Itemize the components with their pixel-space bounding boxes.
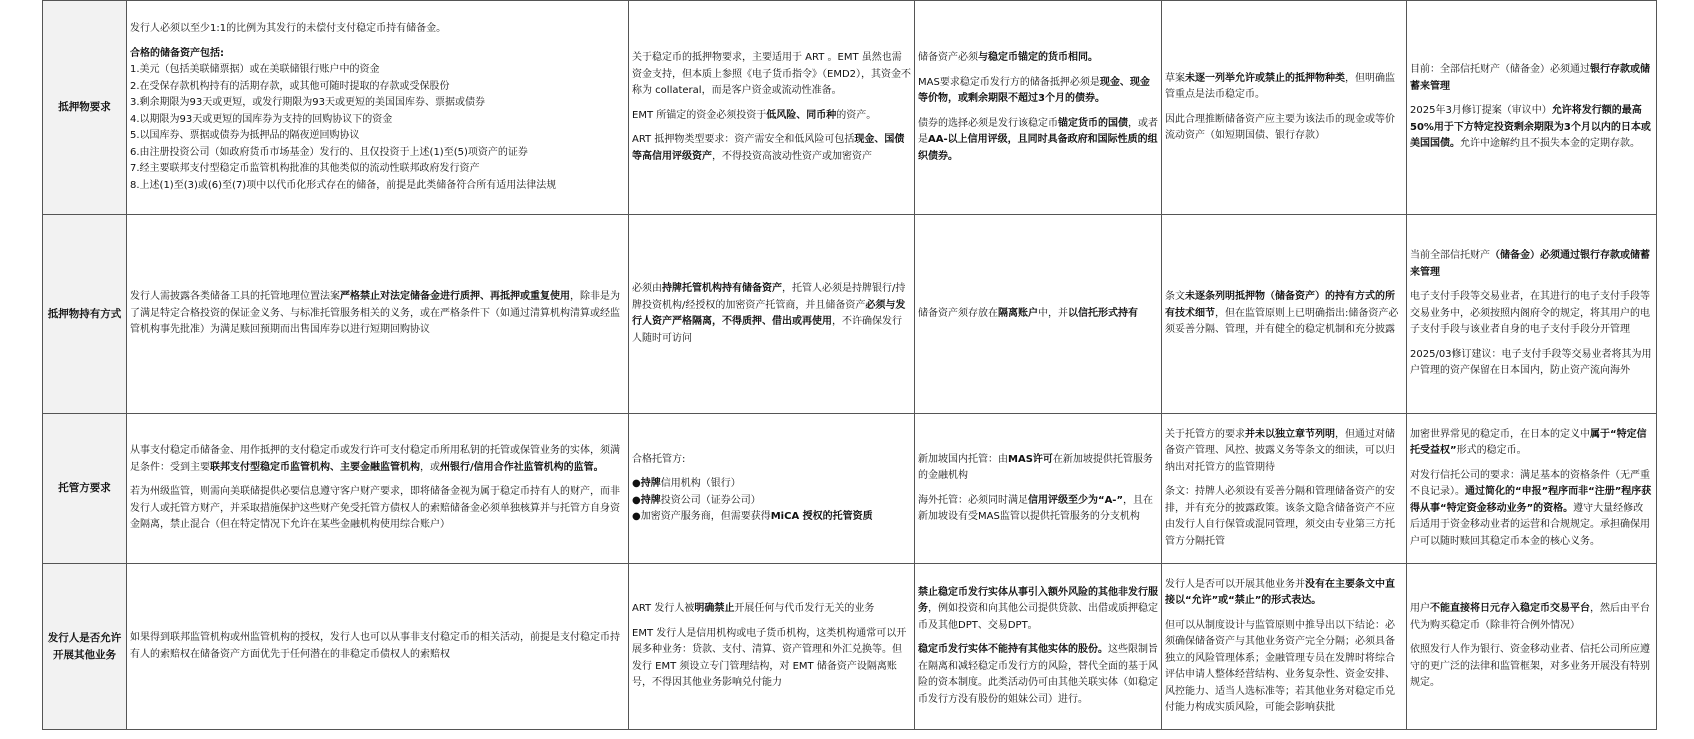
us-cell xyxy=(127,414,629,564)
text: 5.以国库券、票据或债券为抵押品的隔夜逆回购协议 xyxy=(130,130,360,141)
eu-cell xyxy=(629,1,915,215)
text: 电子支付手段等交易业者，在其进行的电子支付手段等交易业务中，必须按照内阁府令的规定，将其用户的电子支付手段与该业者自身的电子支付手段分开管理 xyxy=(1410,291,1650,336)
text: EMT 发行人是信用机构或电子货币机构，这类机构通常可以开展多种业务：贷款、支付、清算、资产管理和外汇兑换等。但发行 EMT 须设立专门管理结构，对 EMT 储备资产设隔离账号，不得因其他业务影响兑付能力 xyxy=(632,627,907,689)
text: 加密世界常见的稳定币，在日本的定义中属于“特定信托受益权”形式的稳定币。 xyxy=(1410,428,1647,457)
text: 从事支付稳定币储备金、用作抵押的支付稳定币或发行许可支付稳定币所用私钥的托管或保管业务的实体，须满足条件：受到主要联邦支付型稳定币监管机构、主要金融监管机构，或州银行/信用合作社监管机构的监管。 xyxy=(130,445,620,473)
us-cell xyxy=(127,1,629,215)
text: ●持牌信用机构（银行） xyxy=(632,478,741,489)
text: 合格托管方: xyxy=(632,453,686,465)
text: 2.在受保存款机构持有的活期存款，或其他可随时提取的存款或受保股份 xyxy=(130,80,450,92)
jp-cell xyxy=(1407,564,1657,730)
text: 4.以期限为93天或更短的国库券为支持的回购协议下的资金 xyxy=(130,113,393,125)
text: 6.由注册投资公司（如政府货币市场基金）发行的、且仅投资于上述(1)至(5)项资产的证券 xyxy=(130,146,528,158)
table-row xyxy=(43,414,1657,564)
hk-cell xyxy=(1162,414,1407,564)
sg-cell xyxy=(915,215,1162,414)
text: 7.经主要联邦支付型稳定币监管机构批准的其他类似的流动性联邦政府发行资产 xyxy=(130,163,480,174)
text: 合格的储备资产包括: xyxy=(130,47,224,59)
text: 稳定币发行实体不能持有其他实体的股份。这些限制旨在隔离和减轻稳定币发行方的风险，替代全面的基于风险的资本制度。此类活动仍可由其他关联实体（如稳定币发行方没有股份的姐妹公司）进行。 xyxy=(918,644,1158,705)
eu-cell xyxy=(629,215,915,414)
us-cell xyxy=(127,215,629,414)
text: 海外托管：必须同时满足信用评级至少为“A-”，且在新加坡设有受MAS监管以提供托管服务的分支机构 xyxy=(918,494,1154,522)
table-row xyxy=(43,564,1657,730)
row-header: 抵押物持有方式 xyxy=(43,215,127,414)
jp-cell xyxy=(1407,1,1657,215)
text: 2025年3月修订提案（审议中）允许将发行额的最高50%用于下方特定投资剩余期限为3个月以内的日本或美国国债。允许中途解约且不损失本金的定期存款。 xyxy=(1410,105,1651,150)
sg-cell xyxy=(915,564,1162,730)
text: 用户不能直接将日元存入稳定币交易平台，然后由平台代为购买稳定币（除非符合例外情况） xyxy=(1410,603,1650,631)
row-header: 发行人是否允许开展其他业务 xyxy=(43,564,127,730)
text: 1.美元（包括美联储票据）或在美联储银行账户中的资金 xyxy=(130,64,380,75)
text: EMT 所锚定的资金必须投资于低风险、同币种的资产。 xyxy=(632,109,877,121)
sg-cell xyxy=(915,414,1162,564)
text: 新加坡国内托管：由MAS许可在新加坡提供托管服务的金融机构 xyxy=(918,453,1153,481)
eu-cell xyxy=(629,564,915,730)
text: 草案未逐一列举允许或禁止的抵押物种类，但明确监管重点是法币稳定币。 xyxy=(1165,72,1395,100)
text: 发行人必须以至少1:1的比例为其发行的未偿付支付稳定币持有储备金。 xyxy=(130,23,447,34)
text: 关于托管方的要求并未以独立章节列明，但通过对储备资产管理、风控、披露义务等条文的细读，可以归纳出对托管方的监管期待 xyxy=(1165,428,1395,473)
jp-cell xyxy=(1407,215,1657,414)
text: 发行人需披露各类储备工具的托管地理位置法案严格禁止对法定储备金进行质押、再抵押或重复使用，除非是为了满足特定合格投资的保证金义务、与标准托管服务相关的义务，或在严格条件下（如通过清算机构清算或经监管机构事先批准）为满足赎回预期而出售国库券以进行短期回购协议 xyxy=(130,291,620,336)
jp-cell xyxy=(1407,414,1657,564)
text: ●加密资产服务商，但需要获得MiCA 授权的托管资质 xyxy=(632,511,873,522)
text: 如果得到联邦监管机构或州监管机构的授权，发行人也可以从事非支付稳定币的相关活动，前提是支付稳定币持有人的索赔权在储备资产方面优先于任何潜在的非稳定币债权人的索赔权 xyxy=(130,632,620,660)
text: 8.上述(1)至(3)或(6)至(7)项中以代币化形式存在的储备，前提是此类储备符合所有适用法律法规 xyxy=(130,179,557,191)
text: MAS要求稳定币发行方的储备抵押必须是现金、现金等价物，或剩余期限不超过3个月的债券。 xyxy=(918,76,1150,104)
text: 必须由持牌托管机构持有储备资产，托管人必须是持牌银行/持牌投资机构/经授权的加密资产托管商，并且储备资产必须与发行人资产严格隔离，不得质押、借出或再使用，不许确保发行人随时可访问 xyxy=(632,283,906,344)
eu-cell xyxy=(629,414,915,564)
text: 债券的选择必须是发行该稳定币锚定货币的国债，或者是AA-以上信用评级，且同时具备政府和国际性质的组织债券。 xyxy=(918,117,1158,162)
text: 对发行信托公司的要求：满足基本的资格条件（无严重不良记录）。通过简化的“申报”程序而非“注册”程序获得从事“特定资金移动业务”的资格。遵守大量经修改后适用于资金移动业者的运营和合规规定。承担确保用户可以随时赎回其稳定币本金的核心义务。 xyxy=(1410,469,1652,547)
row-header: 托管方要求 xyxy=(43,414,127,564)
text: 但可以从制度设计与监管原则中推导出以下结论：必须确保储备资产与其他业务资产完全分隔；必须具备独立的风险管理体系；金融管理专员在发牌时将综合评估申请人整体经营结构、业务复杂性、资金安排、风控能力、适当人选标准等；若其他业务对稳定币兑付能力构成实质风险，可能会影响获批 xyxy=(1165,619,1395,713)
hk-cell xyxy=(1162,564,1407,730)
text: 储备资产须存放在隔离账户中，并以信托形式持有 xyxy=(918,307,1138,319)
text: 条文未逐条列明抵押物（储备资产）的持有方式的所有技术细节，但在监管原则上已明确指出:储备资产必须妥善分隔、管理，并有健全的稳定机制和充分披露 xyxy=(1165,291,1399,336)
row-header: 抵押物要求 xyxy=(43,1,127,215)
text: 因此合理推断储备资产应主要为该法币的现金或等价流动资产（如短期国债、银行存款） xyxy=(1165,113,1395,141)
text: 3.剩余期限为93天或更短，或发行期限为93天或更短的美国国库券、票据或债券 xyxy=(130,97,485,108)
text: 依照发行人作为银行、资金移动业者、信托公司所应遵守的更广泛的法律和监管框架，对多业务开展没有特别规定。 xyxy=(1410,644,1650,689)
text: 若为州级监管，则需向美联储提供必要信息遵守客户财产要求，即将储备金视为属于稳定币持有人的财产，而非发行人或托管方财产，并采取措施保护这些财产免受托管方债权人的索赔储备金必须单独核算并与托管方自身资金隔离，禁止混合（但在特定情况下允许在某些金融机构使用综合账户） xyxy=(130,486,620,531)
hk-cell xyxy=(1162,1,1407,215)
table-row xyxy=(43,215,1657,414)
text: 目前：全部信托财产（储备金）必须通过银行存款或储蓄来管理 xyxy=(1410,64,1650,92)
text: 关于稳定币的抵押物要求，主要适用于 ART 。EMT 虽然也需资金支持，但本质上参照《电子货币指令》（EMD2），其资金不称为 collateral，而是客户资金或流动性准备。 xyxy=(632,52,912,96)
text: 发行人是否可以开展其他业务并没有在主要条文中直接以“允许”或“禁止”的形式表达。 xyxy=(1165,578,1395,606)
text: 当前全部信托财产（储备金）必须通过银行存款或储蓄来管理 xyxy=(1410,250,1650,278)
regulation-comparison-table xyxy=(42,0,1657,730)
text: 储备资产必须与稳定币锚定的货币相同。 xyxy=(918,52,1098,63)
hk-cell xyxy=(1162,215,1407,414)
text: 条文：持牌人必须设有妥善分隔和管理储备资产的安排，并有充分的披露政策。该条文隐含储备资产不应由发行人自行保管或混同管理，须交由专业第三方托管方分隔托管 xyxy=(1165,486,1395,547)
sg-cell xyxy=(915,1,1162,215)
table-row xyxy=(43,1,1657,215)
text: ART 抵押物类型要求：资产需安全和低风险可包括现金、国债等高信用评级资产，不得投资高波动性资产或加密资产 xyxy=(632,134,905,162)
text: ART 发行人被明确禁止开展任何与代币发行无关的业务 xyxy=(632,603,875,615)
text: 2025/03修订建议：电子支付手段等交易业者将其为用户管理的资产保留在日本国内，防止资产流向海外 xyxy=(1410,348,1652,377)
text: 禁止稳定币发行实体从事引入额外风险的其他非发行服务，例如投资和向其他公司提供贷款、出借或质押稳定币及其他DPT、交易DPT。 xyxy=(918,586,1158,631)
text: ●持牌投资公司（证券公司） xyxy=(632,494,761,506)
us-cell xyxy=(127,564,629,730)
